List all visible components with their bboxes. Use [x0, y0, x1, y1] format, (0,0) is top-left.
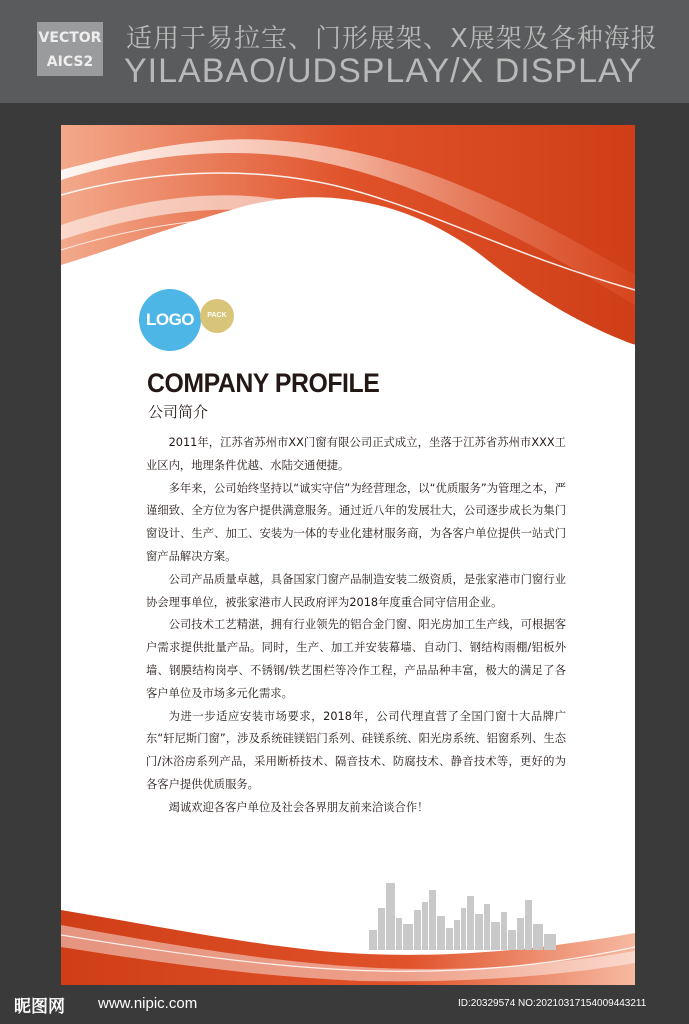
banner-title-cn: 适用于易拉宝、门形展架、X展架及各种海报 — [126, 24, 658, 54]
profile-title-cn: 公司简介 — [148, 403, 209, 421]
profile-paragraph: 为进一步适应安装市场要求，2018年，公司代理直营了全国门窗十大品牌广东“轩尼斯门窗”，涉及系统硅镁铝门系列、硅镁系统、阳光房系统、铝窗系列、生态门/沐浴房系列产品，采用断桥技术、隔音技术、防腐技术、静音技术等，更好的为各客户提供优质服务。 — [146, 709, 566, 791]
profile-paragraph: 2011年，江苏省苏州市XX门窗有限公司正式成立，坐落于江苏省苏州市XXX工业区内，地理条件优越、水陆交通便捷。 — [146, 436, 566, 472]
badge-line-1: VECTOR — [38, 30, 102, 46]
banner-title-en: YILABAO/UDSPLAY/X DISPLAY — [124, 52, 643, 90]
vector-badge — [37, 22, 103, 76]
profile-paragraph: 公司产品质量卓越，具备国家门窗产品制造安装二级资质，是张家港市门窗行业协会理事单位，被张家港市人民政府评为2018年度重合同守信用企业。 — [146, 572, 566, 609]
badge-line-2: AICS2 — [46, 54, 94, 70]
logo-circle: LOGO — [139, 289, 201, 351]
profile-paragraph: 多年来，公司始终坚持以“诚实守信”为经营理念，以“优质服务”为管理之本，严谨细致、全方位为客户提供满意服务。通过近八年的发展壮大，公司逐步成长为集门窗设计、生产、加工、安装为一体的专业化建材服务商，为各客户单位提供一站式门窗产品解决方案。 — [146, 481, 566, 563]
top-banner — [0, 0, 689, 103]
image-id: ID:20329574 NO:20210317154009443211 — [458, 998, 647, 1009]
profile-paragraph: 竭诚欢迎各客户单位及社会各界朋友前来洽谈合作！ — [168, 800, 429, 814]
profile-paragraph: 公司技术工艺精湛，拥有行业领先的铝合金门窗、阳光房加工生产线，可根据客户需求提供批量产品。同时，生产、加工并安装幕墙、自动门、钢结构雨棚/铝板外墙、钢膜结构岗亭、不锈钢/铁艺围栏等冷作工程，产品品种丰富，极大的满足了各客户单位及市场多元化需求。 — [146, 618, 566, 700]
profile-body — [146, 432, 566, 820]
logo-pack-circle: PACK — [200, 299, 234, 333]
profile-title-en: COMPANY PROFILE — [147, 368, 380, 398]
city-skyline-graphic — [369, 878, 569, 950]
poster — [61, 125, 635, 985]
nipic-url[interactable]: www.nipic.com — [98, 995, 198, 1012]
nipic-logo: 昵图网 — [14, 997, 65, 1017]
